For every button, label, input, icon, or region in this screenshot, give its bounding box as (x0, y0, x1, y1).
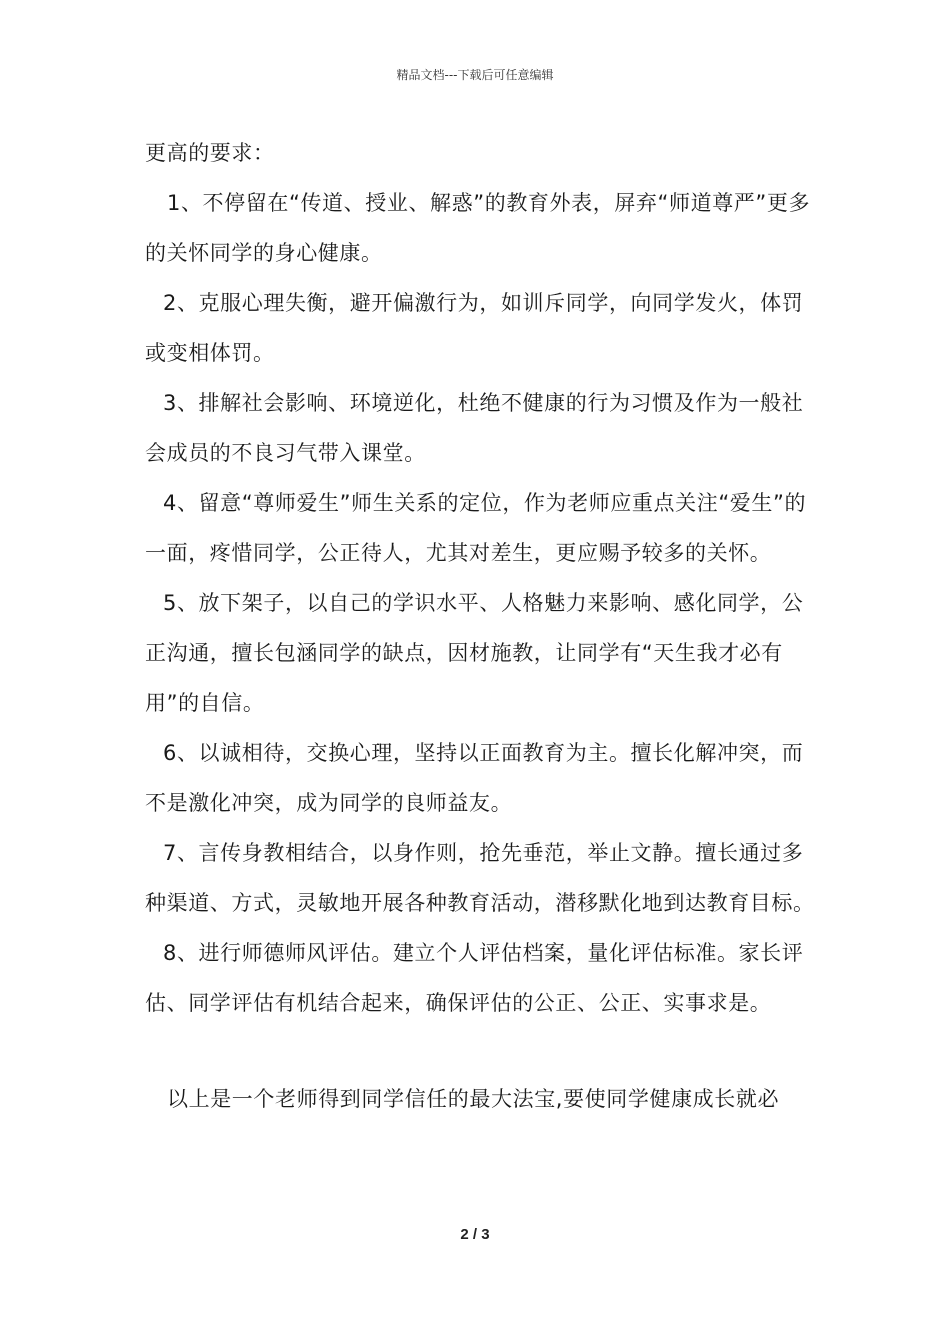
list-item-6: 6、以诚相待，交换心理，坚持以正面教育为主。擅长化解冲突，而不是激化冲突，成为同学的良师益友。 (145, 741, 804, 815)
paragraph-spacer (145, 1028, 815, 1074)
page-header: 精品文档---下载后可任意编辑 (396, 68, 554, 82)
list-item-3: 3、排解社会影响、环境逆化，杜绝不健康的行为习惯及作为一般社会成员的不良习气带入课堂。 (145, 391, 804, 465)
closing-paragraph: 以上是一个老师得到同学信任的最大法宝,要使同学健康成长就必 (167, 1087, 780, 1111)
list-item-4: 4、留意“尊师爱生”师生关系的定位，作为老师应重点关注“爱生”的一面，疼惜同学，公正待人，尤其对差生，更应赐予较多的关怀。 (145, 491, 807, 565)
list-item-5: 5、放下架子，以自己的学识水平、人格魅力来影响、感化同学，公正沟通，擅长包涵同学的缺点，因材施教，让同学有“天生我才必有用”的自信。 (145, 591, 804, 715)
document-body (145, 128, 815, 1124)
intro-paragraph: 更高的要求： (145, 141, 275, 165)
list-item-1: 1、不停留在“传道、授业、解惑”的教育外表，屏弃“师道尊严”更多的关怀同学的身心健康。 (145, 191, 811, 265)
list-item-8: 8、进行师德师风评估。建立个人评估档案，量化评估标准。家长评估、同学评估有机结合起来，确保评估的公正、公正、实事求是。 (145, 941, 804, 1015)
list-item-7: 7、言传身教相结合，以身作则，抢先垂范，举止文静。擅长通过多种渠道、方式，灵敏地开展各种教育活动，潜移默化地到达教育目标。 (145, 841, 815, 915)
list-item-2: 2、克服心理失衡，避开偏激行为，如训斥同学，向同学发火，体罚或变相体罚。 (145, 291, 804, 365)
page-number: 2 / 3 (460, 1226, 490, 1243)
